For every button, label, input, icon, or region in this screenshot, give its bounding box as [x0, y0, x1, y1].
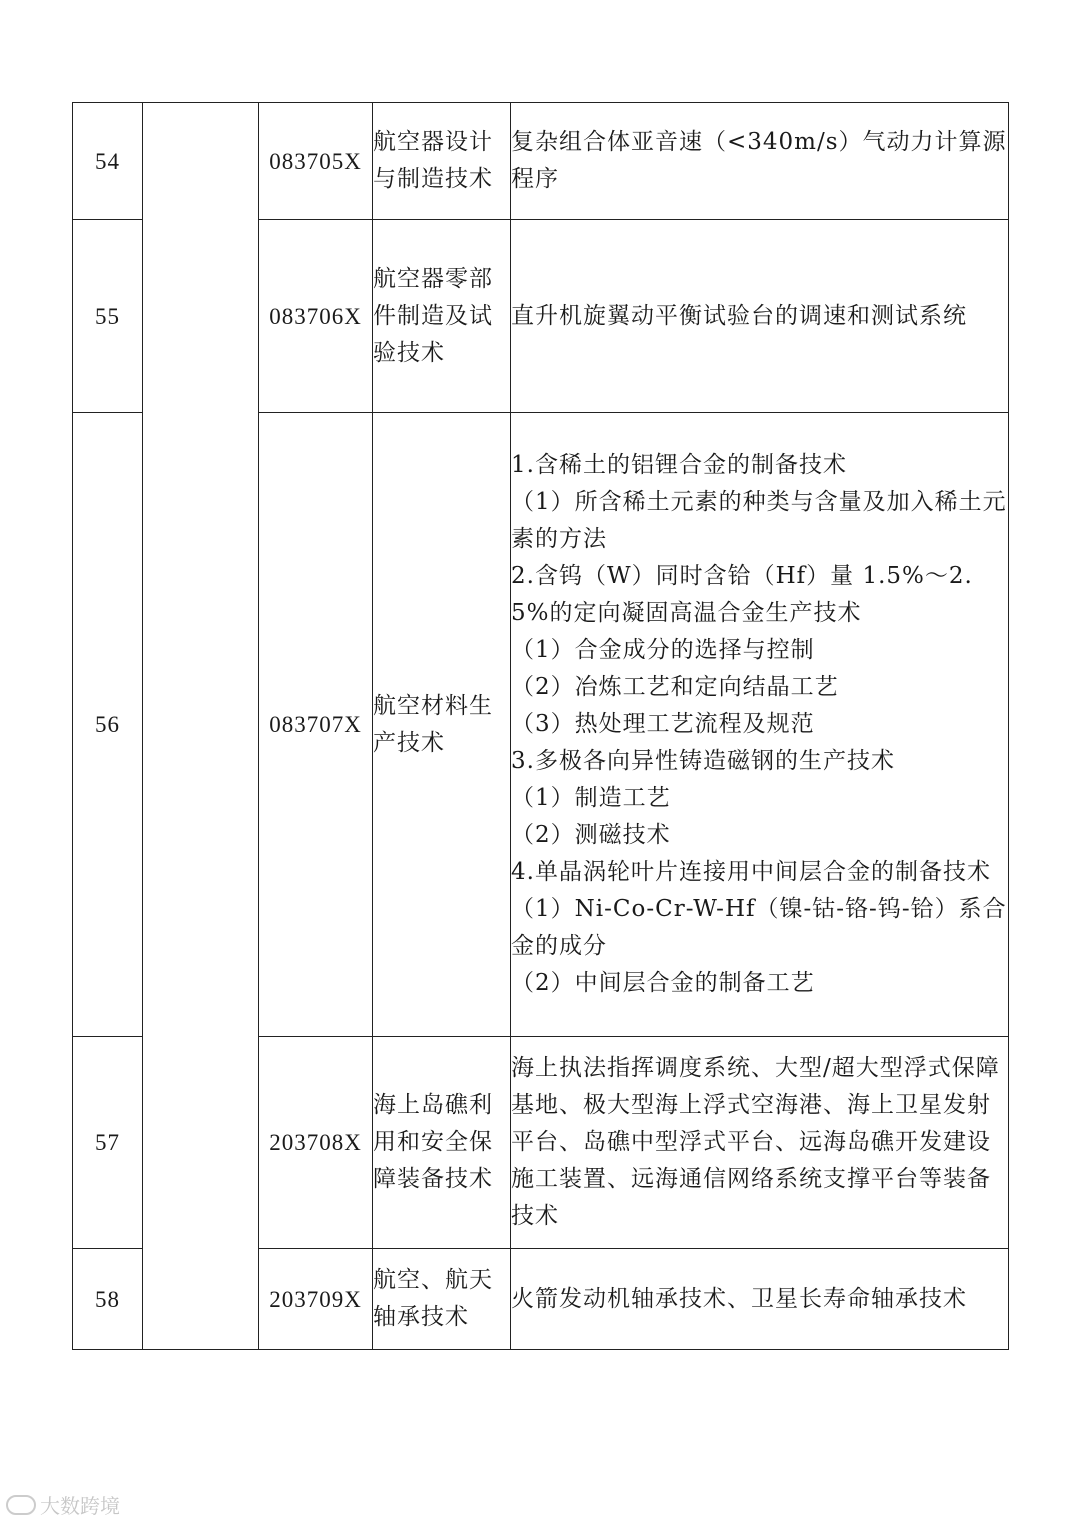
description-line: （1）所含稀土元素的种类与含量及加入稀土元素的方法	[511, 489, 1007, 552]
row-name: 航空器零部件制造及试验技术	[373, 220, 511, 413]
description-line: （1）Ni-Co-Cr-W-Hf（镍-钴-铬-钨-铪）系合金的成分	[511, 896, 1007, 959]
row-description	[511, 103, 1009, 220]
description-line: 4.单晶涡轮叶片连接用中间层合金的制备技术	[511, 859, 991, 885]
row-name: 航空器设计与制造技术	[373, 103, 511, 220]
row-description	[511, 1037, 1009, 1249]
description-line: 3.多极各向异性铸造磁钢的生产技术	[511, 748, 895, 774]
watermark-logo-icon	[6, 1495, 36, 1515]
watermark-text: 大数跨境	[40, 1494, 120, 1518]
row-number: 58	[73, 1249, 143, 1350]
row-code: 083705X	[259, 103, 373, 220]
row-code: 203709X	[259, 1249, 373, 1350]
row-description	[511, 413, 1009, 1037]
row-name: 海上岛礁利用和安全保障装备技术	[373, 1037, 511, 1249]
row-code: 203708X	[259, 1037, 373, 1249]
tech-catalog-table	[72, 102, 1009, 1350]
description-line: （2）测磁技术	[511, 822, 671, 848]
row-code: 083707X	[259, 413, 373, 1037]
description-line: 复杂组合体亚音速（<340m/s）气动力计算源程序	[511, 129, 1007, 192]
row-number: 55	[73, 220, 143, 413]
category-cell	[143, 103, 259, 1350]
description-line: （1）制造工艺	[511, 785, 671, 811]
table-row	[73, 103, 1009, 220]
row-number: 54	[73, 103, 143, 220]
description-line: 2.含钨（W）同时含铪（Hf）量 1.5%～2.5%的定向凝固高温合金生产技术	[511, 563, 973, 626]
description-line: 火箭发动机轴承技术、卫星长寿命轴承技术	[511, 1285, 967, 1312]
row-description	[511, 220, 1009, 413]
description-line: 海上执法指挥调度系统、大型/超大型浮式保障基地、极大型海上浮式空海港、海上卫星发射平台、岛礁中型浮式平台、远海岛礁开发建设施工装置、远海通信网络系统支撑平台等装备技术	[511, 1055, 1000, 1229]
watermark	[6, 1490, 120, 1519]
description-line: （2）冶炼工艺和定向结晶工艺	[511, 674, 839, 700]
row-number: 56	[73, 413, 143, 1037]
row-name: 航空材料生产技术	[373, 413, 511, 1037]
row-name: 航空、航天轴承技术	[373, 1249, 511, 1350]
description-line: 直升机旋翼动平衡试验台的调速和测试系统	[511, 302, 967, 329]
row-number: 57	[73, 1037, 143, 1249]
description-line: 1.含稀土的铝锂合金的制备技术	[511, 452, 847, 478]
description-line: （2）中间层合金的制备工艺	[511, 970, 815, 996]
row-code: 083706X	[259, 220, 373, 413]
description-line: （3）热处理工艺流程及规范	[511, 711, 815, 737]
row-description	[511, 1249, 1009, 1350]
description-line: （1）合金成分的选择与控制	[511, 637, 815, 663]
